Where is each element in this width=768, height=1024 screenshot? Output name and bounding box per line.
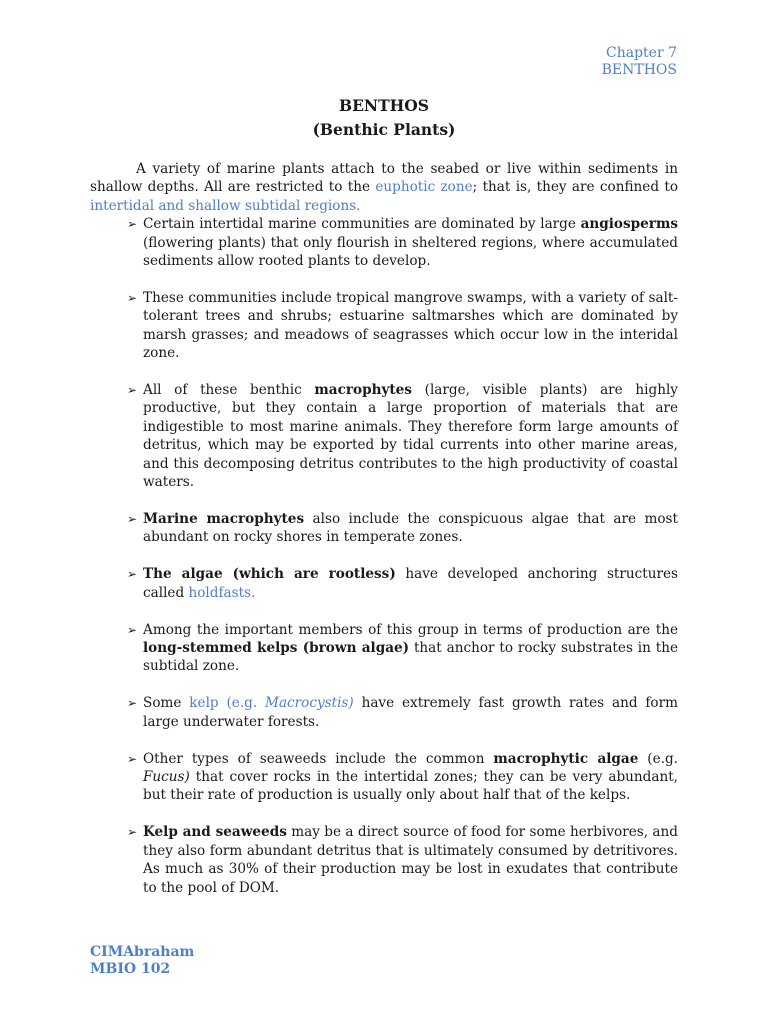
euphotic-zone-link[interactable]: euphotic zone <box>375 179 473 196</box>
arrow-bullet-icon: ➢ <box>127 567 138 582</box>
arrow-bullet-icon: ➢ <box>127 825 138 840</box>
arrow-bullet-icon: ➢ <box>127 512 138 526</box>
page-title: BENTHOS <box>339 96 429 115</box>
arrow-bullet-icon: ➢ <box>127 383 138 398</box>
author-label: CIMAbraham <box>90 944 195 960</box>
intro-text-2: ; that is, they are confined to <box>472 179 678 196</box>
list-item: ➢ Certain intertidal marine communities are dominated by large angiosperms (flowering plants) that only flourish in sheltered regions, where accumulated sediments allow rooted plants to develop. <box>127 216 678 270</box>
list-item: ➢ All of these benthic macrophytes (large, visible plants) are highly productive, but they contain a large proportion of materials that are indigestible to most marine animals. They therefore form large amounts of detritus, which may be exported by tidal currents into other marine areas, and this decomposing detritus contributes to the high productivity of coastal waters. <box>127 382 678 491</box>
arrow-bullet-icon: ➢ <box>127 290 138 305</box>
course-label: MBIO 102 <box>90 961 171 977</box>
page-footer <box>90 944 194 978</box>
arrow-bullet-icon: ➢ <box>127 622 138 637</box>
page-header <box>602 45 677 79</box>
chapter-label: Chapter 7 <box>606 45 677 61</box>
intro-text-1: A variety of marine plants attach to the seabed or live within sediments in shallow depths. All are restricted to the <box>90 161 678 196</box>
list-item: ➢ Kelp and seaweeds may be a direct source of food for some herbivores, and they also form abundant detritus that is ultimately consumed by detritivores. As much as 30% of their production may be lost in exudates that contribute to the pool of DOM. <box>127 824 678 896</box>
list-item: ➢ Some kelp (e.g. Macrocystis) have extremely fast growth rates and form large underwater forests. <box>127 695 679 730</box>
arrow-bullet-icon: ➢ <box>127 696 138 711</box>
kelp-link[interactable]: kelp (e.g. Macrocystis) <box>189 695 354 712</box>
intertidal-regions-link[interactable]: intertidal and shallow subtidal regions. <box>90 197 361 214</box>
arrow-bullet-icon: ➢ <box>127 217 138 232</box>
arrow-bullet-icon: ➢ <box>127 751 138 766</box>
section-label: BENTHOS <box>601 62 677 78</box>
holdfasts-link[interactable]: holdfasts. <box>188 584 256 601</box>
list-item: ➢ Among the important members of this group in terms of production are the long-stemmed kelps (brown algae) that anchor to rocky substrates in the subtidal zone. <box>127 621 679 675</box>
list-item: ➢ Other types of seaweeds include the common macrophytic algae (e.g. Fucus) that cover rocks in the intertidal zones; they can be very abundant, but their rate of production is usually only about half that of the kelps. <box>127 750 678 804</box>
page-subtitle: (Benthic Plants) <box>312 120 456 139</box>
list-item: ➢ Marine macrophytes also include the conspicuous algae that are most abundant on rocky shores in temperate zones. <box>127 511 678 546</box>
list-item: ➢ The algae (which are rootless) have developed anchoring structures called holdfasts. <box>127 566 678 601</box>
bullet-list <box>90 215 678 897</box>
list-item: ➢ These communities include tropical mangrove swamps, with a variety of salt-tolerant trees and shrubs; estuarine saltmarshes which are dominated by marsh grasses; and meadows of seagrasses which occur low in the interidal zone. <box>127 289 678 362</box>
intro-paragraph <box>90 160 678 215</box>
document-body <box>90 160 678 897</box>
